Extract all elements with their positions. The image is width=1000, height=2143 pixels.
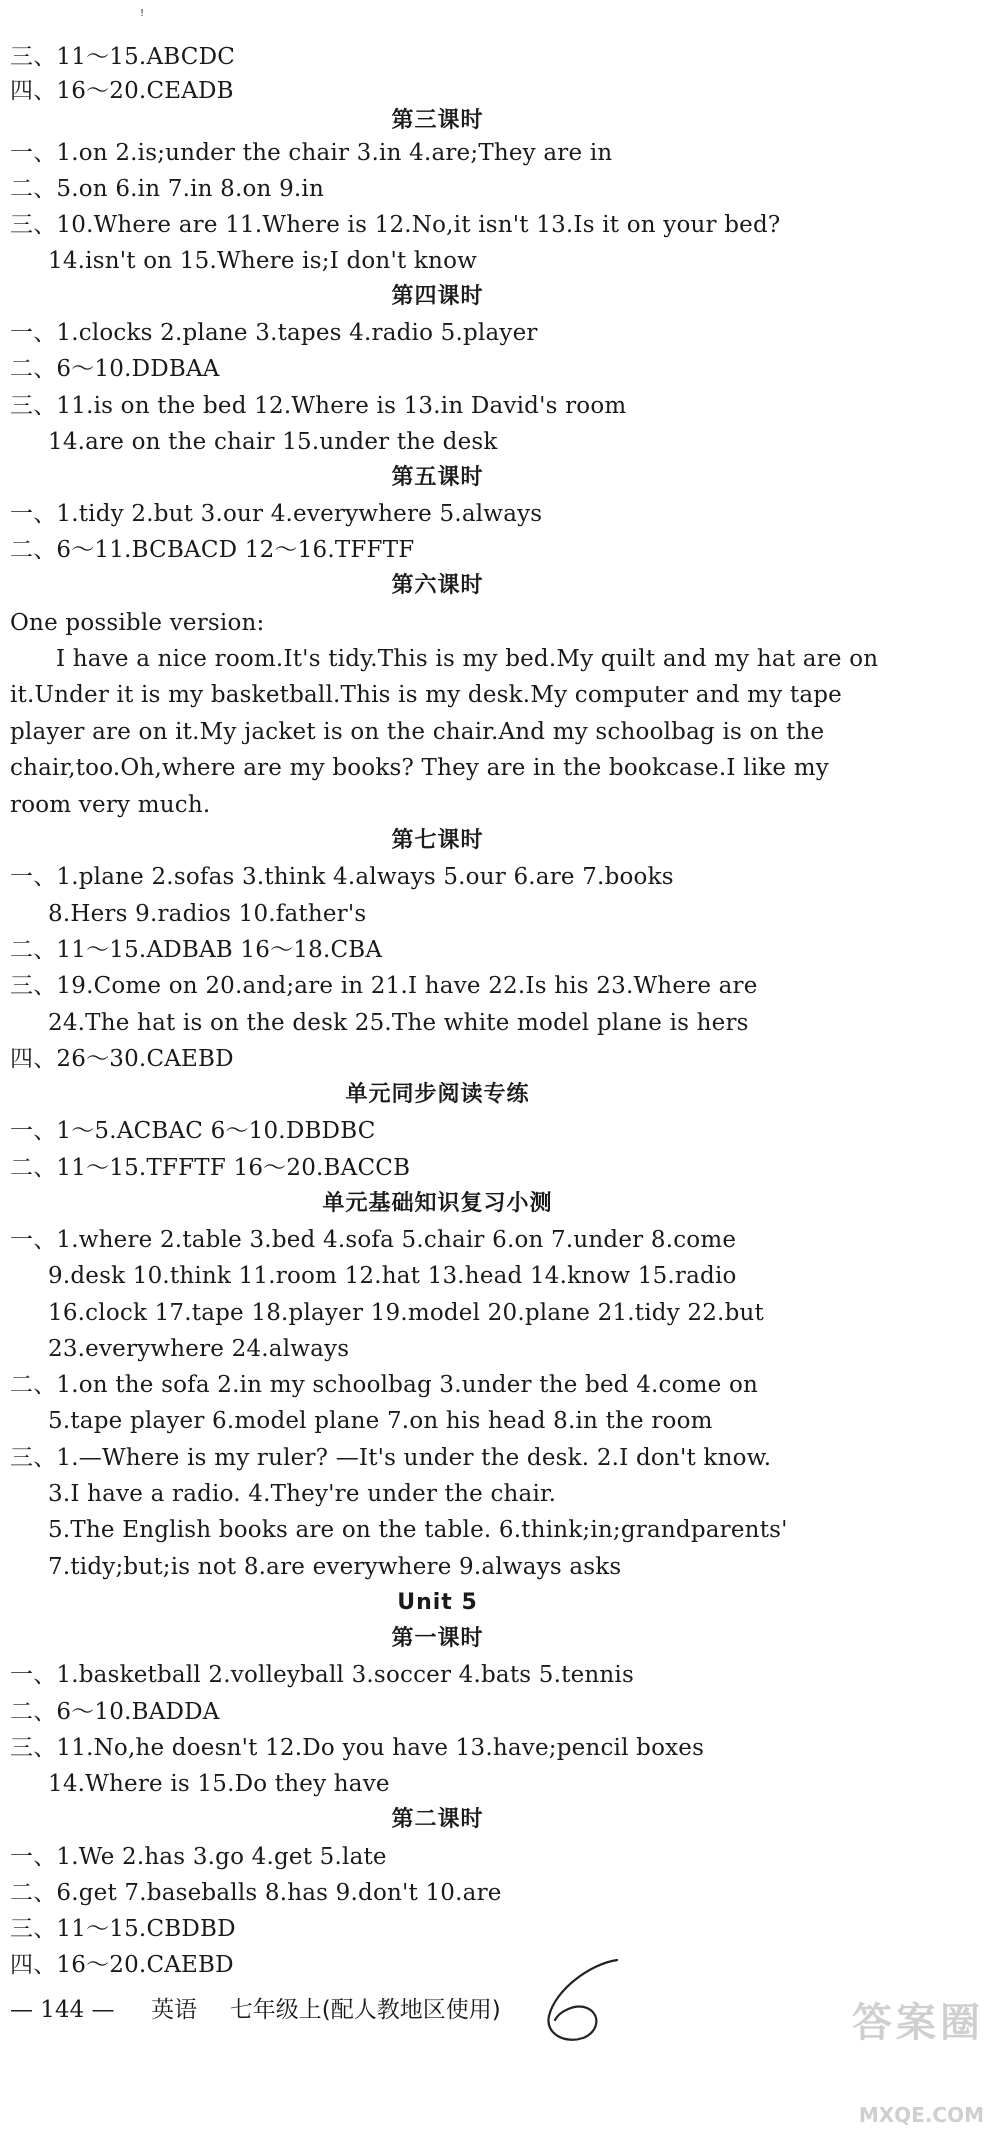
answer-line: 二、11～15.TFFTF 16～20.BACCB	[10, 1155, 411, 1181]
page-footer	[10, 1992, 501, 2028]
answer-line: 一、1～5.ACBAC 6～10.DBDBC	[10, 1118, 376, 1144]
answer-line: 三、11.is on the bed 12.Where is 13.in David's room	[10, 393, 627, 419]
answer-line: 14.are on the chair 15.under the desk	[48, 429, 498, 455]
answer-line: 三、1.—Where is my ruler? —It's under the desk. 2.I don't know.	[10, 1445, 772, 1471]
answer-line: 14.isn't on 15.Where is;I don't know	[48, 248, 478, 274]
essay-intro: One possible version:	[10, 610, 265, 636]
lesson-heading: 第五课时	[391, 465, 484, 490]
essay-line: player are on it.My jacket is on the chair.And my schoolbag is on the	[10, 719, 825, 745]
lesson-heading: 第三课时	[391, 108, 484, 133]
answer-line: 四、16～20.CEADB	[10, 78, 234, 104]
answer-line: 二、11～15.ADBAB 16～18.CBA	[10, 937, 383, 963]
essay-line: it.Under it is my basketball.This is my desk.My computer and my tape	[10, 682, 842, 708]
answer-line: 三、19.Come on 20.and;are in 21.I have 22.Is his 23.Where are	[10, 973, 758, 999]
section-heading: 单元基础知识复习小测	[322, 1191, 553, 1216]
watermark-url: MXQE.COM	[858, 2103, 984, 2127]
answer-line: 二、5.on 6.in 7.in 8.on 9.in	[10, 176, 324, 202]
answer-line: 一、1.tidy 2.but 3.our 4.everywhere 5.always	[10, 501, 543, 527]
lesson-heading: 第七课时	[391, 828, 484, 853]
answer-line: 一、1.clocks 2.plane 3.tapes 4.radio 5.player	[10, 320, 538, 346]
answer-line: 一、1.basketball 2.volleyball 3.soccer 4.bats 5.tennis	[10, 1662, 634, 1688]
answer-line: 7.tidy;but;is not 8.are everywhere 9.always asks	[48, 1554, 622, 1580]
grade-label: 七年级上(配人教地区使用)	[229, 1997, 501, 2023]
page-number: — 144 —	[10, 1997, 115, 2023]
subject-label: 英语	[151, 1997, 198, 2023]
essay-line: chair,too.Oh,where are my books? They are in the bookcase.I like my	[10, 755, 829, 781]
answer-line: 二、6～11.BCBACD 12～16.TFFTF	[10, 537, 415, 563]
answer-line: 二、6～10.DDBAA	[10, 356, 220, 382]
watermark-brand: 答案圈	[852, 2000, 984, 2046]
answer-line: 3.I have a radio. 4.They're under the chair.	[48, 1481, 557, 1507]
unit-heading: Unit 5	[397, 1590, 478, 1615]
top-scan-mark: ꜝ	[140, 6, 145, 25]
essay-line: I have a nice room.It's tidy.This is my bed.My quilt and my hat are on	[56, 646, 879, 672]
answer-line: 23.everywhere 24.always	[48, 1336, 350, 1362]
lesson-heading: 第六课时	[391, 573, 484, 598]
answer-line: 一、1.plane 2.sofas 3.think 4.always 5.our 6.are 7.books	[10, 864, 674, 890]
handwritten-six-mark	[535, 1950, 635, 2050]
lesson-heading: 第二课时	[391, 1807, 484, 1832]
answer-line: 一、1.where 2.table 3.bed 4.sofa 5.chair 6.on 7.under 8.come	[10, 1227, 737, 1253]
section-heading: 单元同步阅读专练	[345, 1082, 530, 1107]
answer-line: 一、1.on 2.is;under the chair 3.in 4.are;They are in	[10, 140, 613, 166]
answer-line: 三、11～15.CBDBD	[10, 1916, 236, 1942]
answer-line: 5.The English books are on the table. 6.think;in;grandparents'	[48, 1517, 788, 1543]
answer-line: 二、6～10.BADDA	[10, 1699, 220, 1725]
lesson-heading: 第四课时	[391, 284, 484, 309]
answer-line: 24.The hat is on the desk 25.The white model plane is hers	[48, 1010, 749, 1036]
site-watermark	[774, 1985, 994, 2140]
answer-line: 8.Hers 9.radios 10.father's	[48, 901, 367, 927]
answer-line: 三、11.No,he doesn't 12.Do you have 13.have;pencil boxes	[10, 1735, 705, 1761]
answer-line: 二、6.get 7.baseballs 8.has 9.don't 10.are	[10, 1880, 502, 1906]
lesson-heading: 第一课时	[391, 1626, 484, 1651]
essay-line: room very much.	[10, 792, 211, 818]
answer-line: 16.clock 17.tape 18.player 19.model 20.plane 21.tidy 22.but	[48, 1300, 764, 1326]
answer-line: 二、1.on the sofa 2.in my schoolbag 3.under the bed 4.come on	[10, 1372, 759, 1398]
answer-line: 9.desk 10.think 11.room 12.hat 13.head 14.know 15.radio	[48, 1263, 737, 1289]
answer-line: 四、16～20.CAEBD	[10, 1952, 234, 1978]
answer-line: 三、10.Where are 11.Where is 12.No,it isn't 13.Is it on your bed?	[10, 212, 781, 238]
answer-line: 一、1.We 2.has 3.go 4.get 5.late	[10, 1844, 387, 1870]
answer-line: 5.tape player 6.model plane 7.on his head 8.in the room	[48, 1408, 713, 1434]
answer-line: 三、11～15.ABCDC	[10, 44, 236, 70]
answer-line: 四、26～30.CAEBD	[10, 1046, 234, 1072]
answer-line: 14.Where is 15.Do they have	[48, 1771, 390, 1797]
